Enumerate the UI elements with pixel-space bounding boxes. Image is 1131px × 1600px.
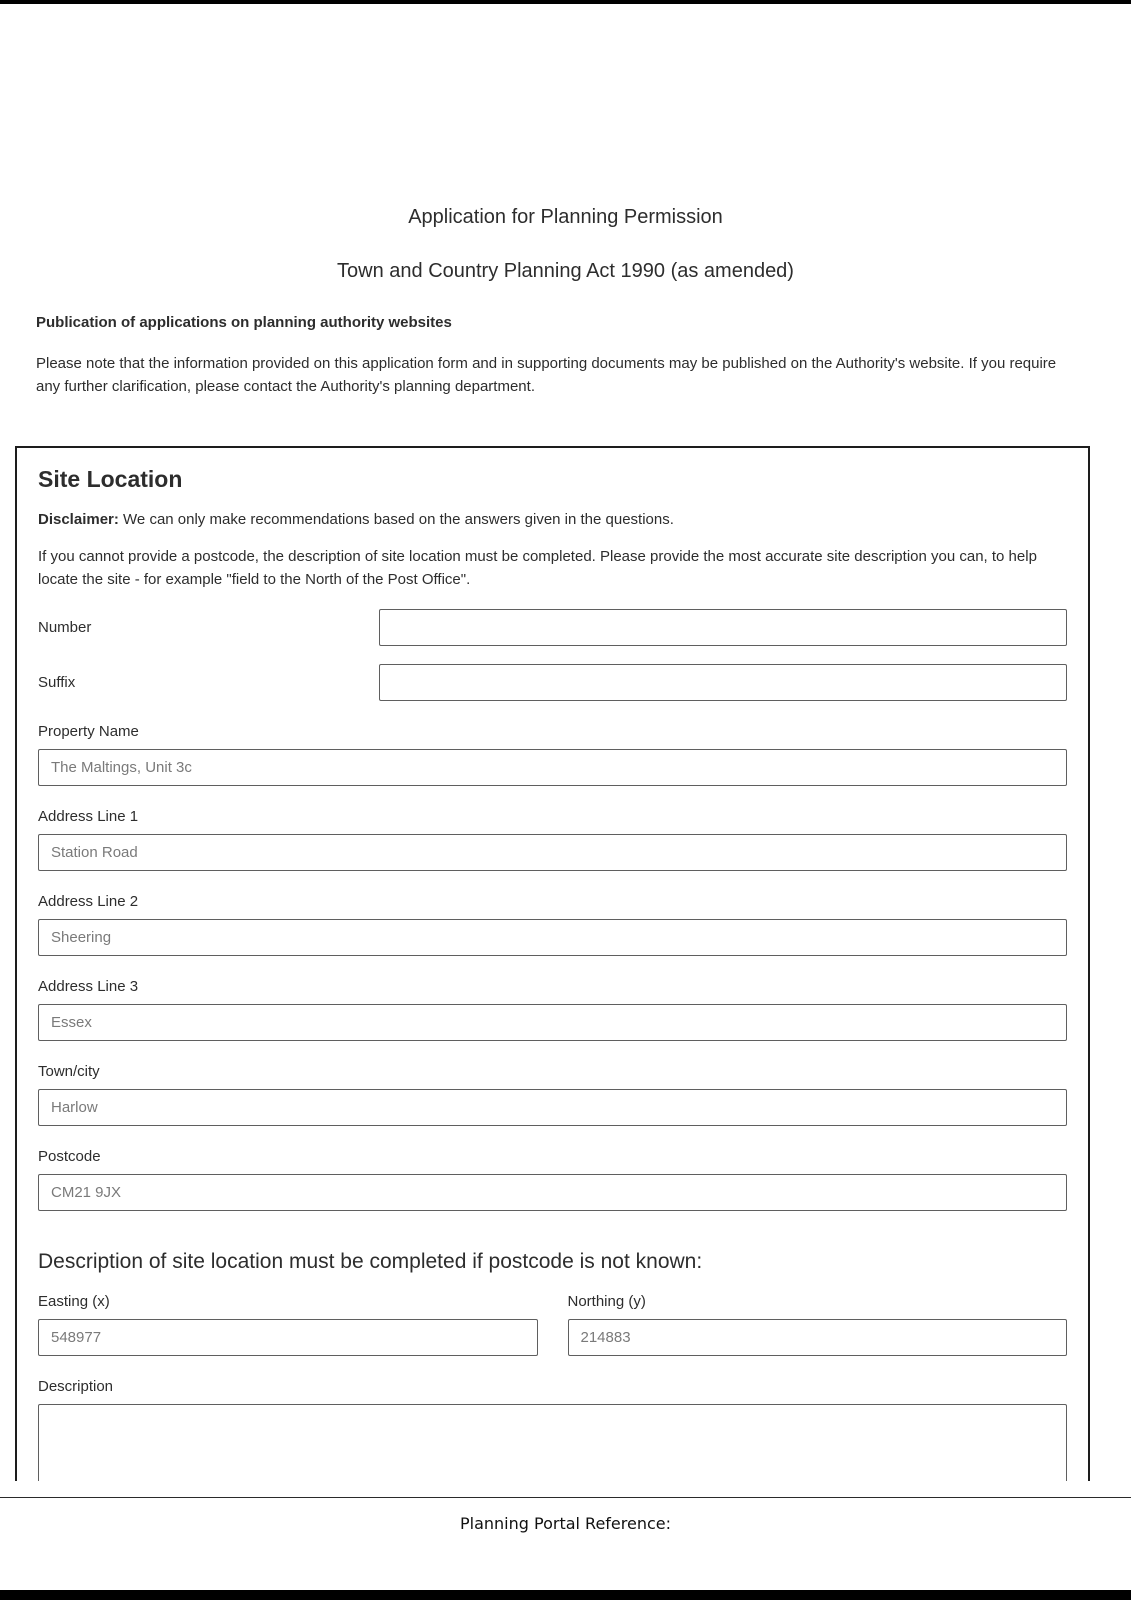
field-row-number xyxy=(38,609,1067,646)
field-address-line-1 xyxy=(38,808,1067,871)
publication-text: Please note that the information provided on this application form and in supporting documents may be published on the Authority's website. If you require any further clarification, please contact the Authority's planning department. xyxy=(36,355,1057,396)
northing-input[interactable] xyxy=(568,1319,1068,1356)
easting-label: Easting (x) xyxy=(38,1293,110,1310)
town-city-input[interactable] xyxy=(38,1089,1067,1126)
field-property-name xyxy=(38,723,1067,786)
postcode-label: Postcode xyxy=(38,1148,101,1165)
postcode-input[interactable] xyxy=(38,1174,1067,1211)
site-location-section xyxy=(15,446,1090,1481)
address-line-2-input[interactable] xyxy=(38,919,1067,956)
number-label: Number xyxy=(38,619,92,636)
address-line-3-label: Address Line 3 xyxy=(38,978,139,995)
page-subtitle: Town and Country Planning Act 1990 (as amended) xyxy=(337,260,794,282)
field-description xyxy=(38,1378,1067,1481)
easting-input[interactable] xyxy=(38,1319,538,1356)
page-top-border xyxy=(0,0,1131,4)
field-postcode xyxy=(38,1148,1067,1211)
planning-portal-reference: Planning Portal Reference: xyxy=(459,1514,672,1533)
field-address-line-3 xyxy=(38,978,1067,1041)
publication-note xyxy=(36,314,1095,399)
page-title: Application for Planning Permission xyxy=(408,206,723,228)
property-name-input[interactable] xyxy=(38,749,1067,786)
town-city-label: Town/city xyxy=(38,1063,100,1080)
field-easting xyxy=(38,1293,538,1356)
suffix-label: Suffix xyxy=(38,674,76,691)
address-line-3-input[interactable] xyxy=(38,1004,1067,1041)
field-northing xyxy=(568,1293,1068,1356)
disclaimer-text xyxy=(38,511,1067,528)
site-location-intro: If you cannot provide a postcode, the description of site location must be completed. Please provide the most accurate site description you can, to help locate the site - for example "field to the North of the Post Office". xyxy=(38,547,1037,588)
address-line-1-input[interactable] xyxy=(38,834,1067,871)
address-line-2-label: Address Line 2 xyxy=(38,893,139,910)
site-location-title: Site Location xyxy=(38,465,183,492)
footer-divider xyxy=(0,1497,1131,1498)
field-row-suffix xyxy=(38,664,1067,701)
suffix-input[interactable] xyxy=(379,664,1067,701)
field-town-city xyxy=(38,1063,1067,1126)
coordinates-row xyxy=(38,1293,1067,1356)
field-address-line-2 xyxy=(38,893,1067,956)
disclaimer-body: We can only make recommendations based on the answers given in the questions. xyxy=(118,510,674,528)
document-header xyxy=(0,0,1131,283)
page-bottom-border xyxy=(0,1590,1131,1600)
number-input[interactable] xyxy=(379,609,1067,646)
publication-heading: Publication of applications on planning authority websites xyxy=(36,314,452,331)
address-line-1-label: Address Line 1 xyxy=(38,808,139,825)
disclaimer-label: Disclaimer: xyxy=(38,510,119,528)
description-label: Description xyxy=(38,1378,114,1395)
northing-label: Northing (y) xyxy=(567,1293,646,1310)
description-heading: Description of site location must be completed if postcode is not known: xyxy=(38,1250,703,1273)
description-textarea[interactable] xyxy=(38,1404,1067,1481)
property-name-label: Property Name xyxy=(38,723,139,740)
